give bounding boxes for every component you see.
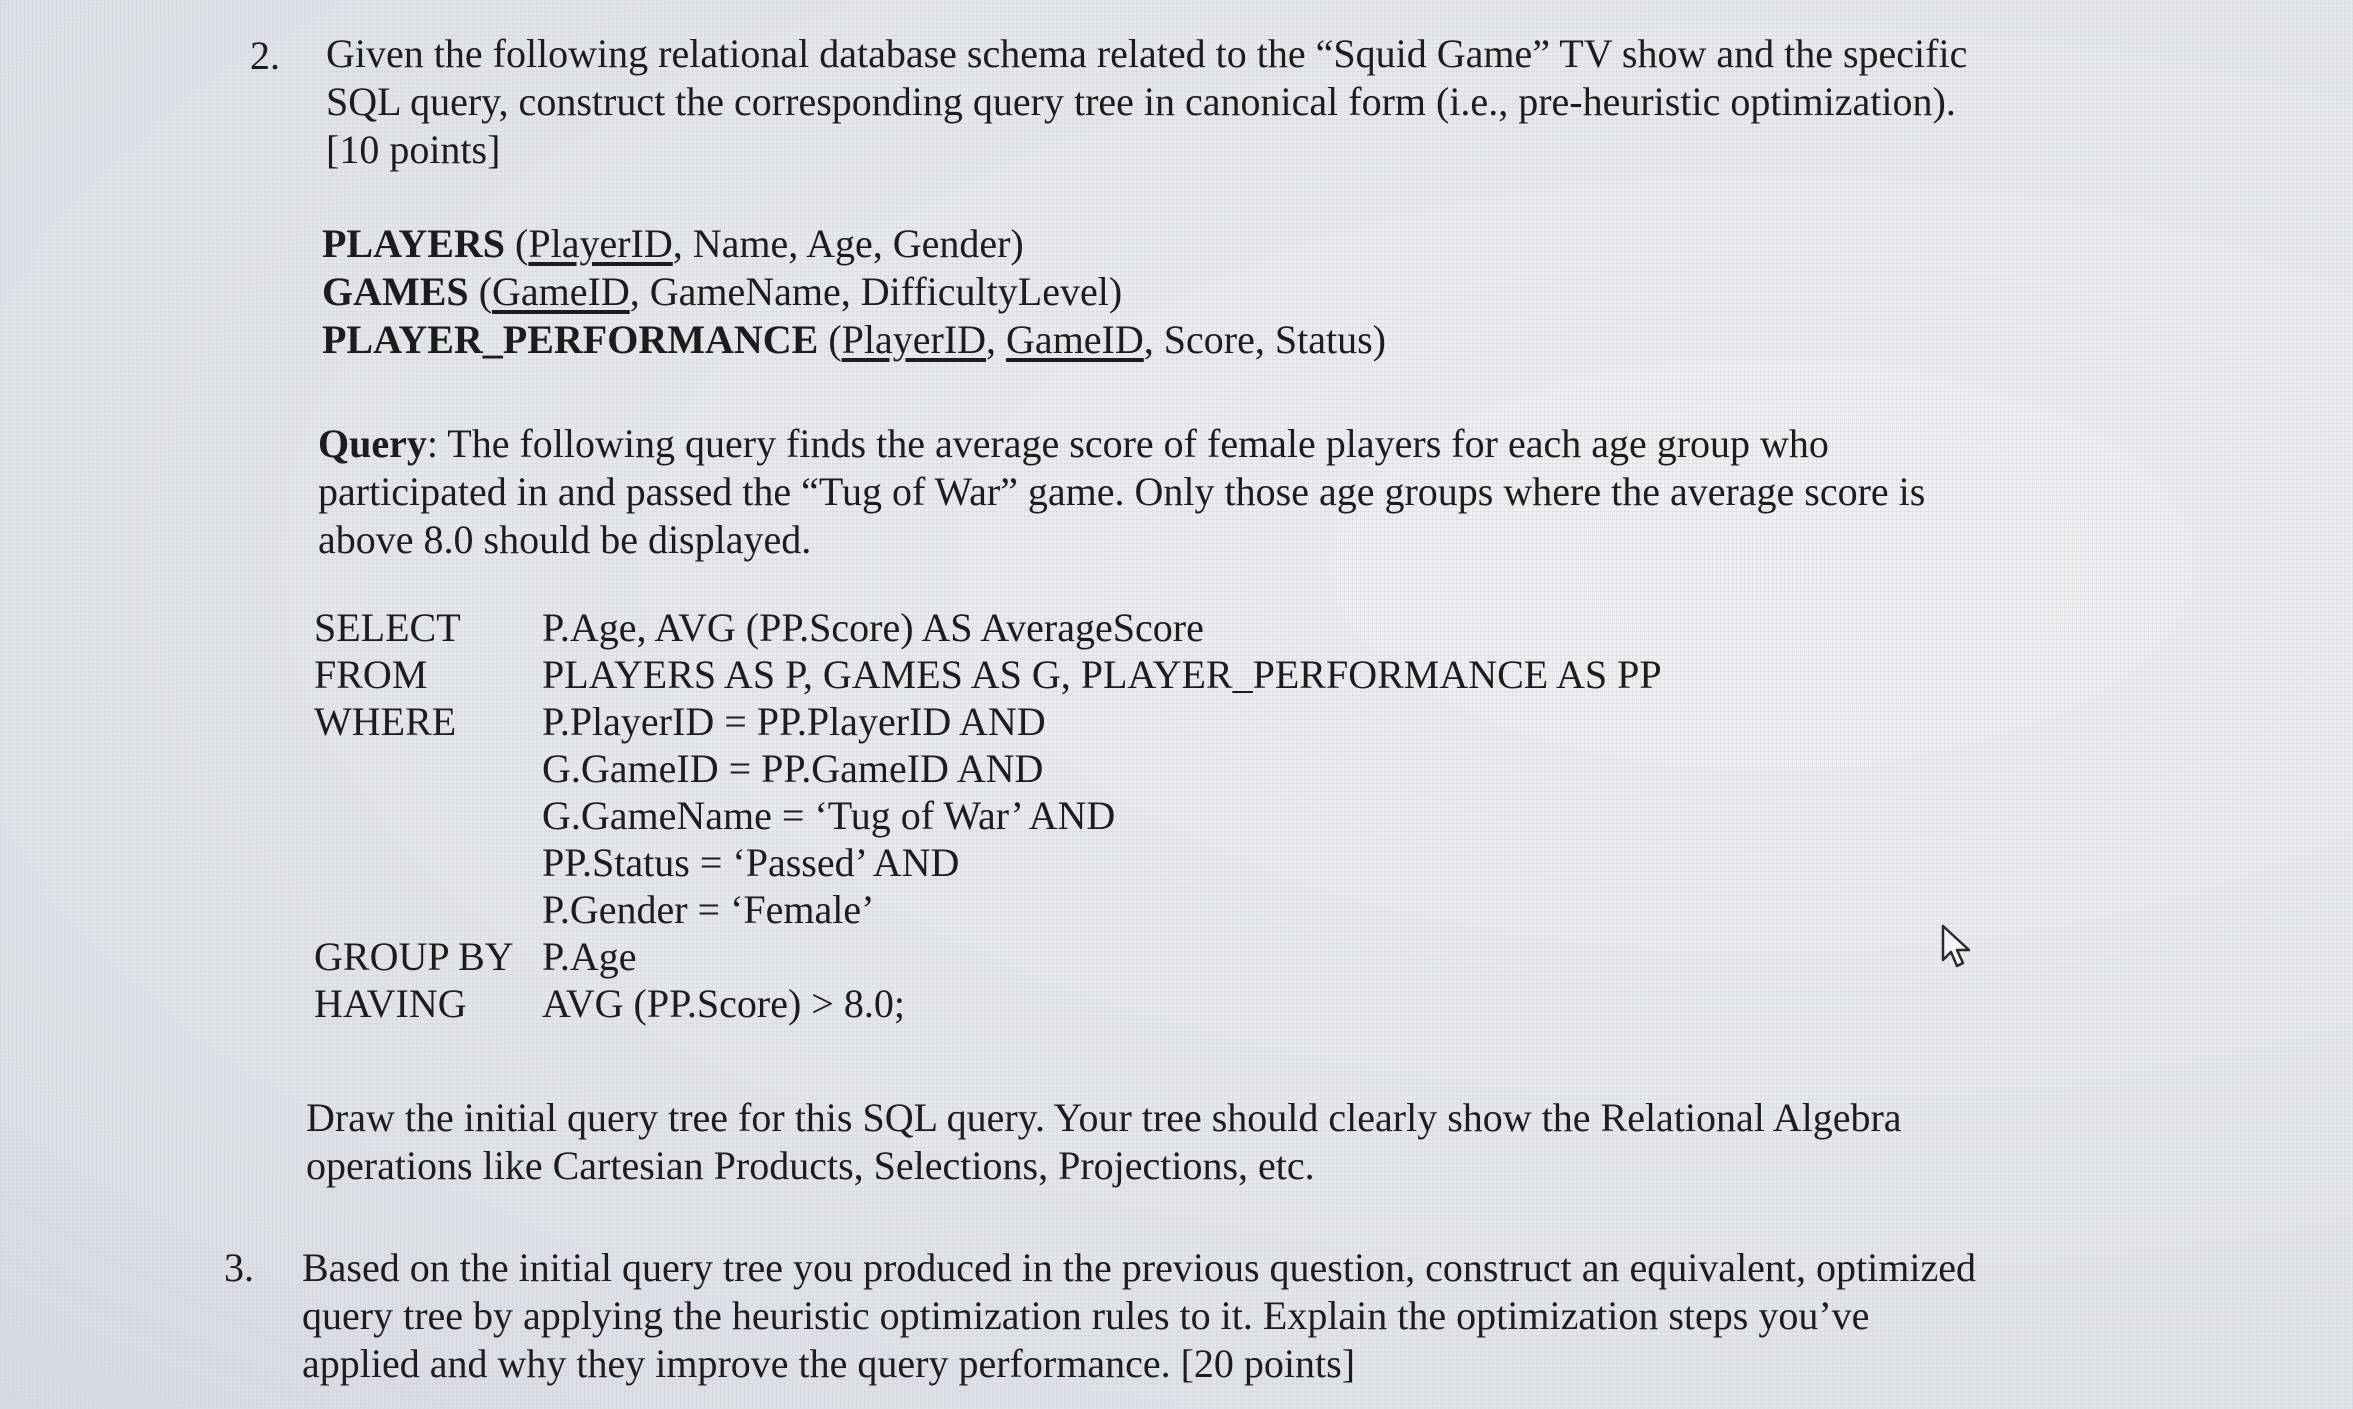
relational-schema: [322, 220, 1386, 364]
query-line: above 8.0 should be displayed.: [318, 517, 812, 562]
schema-players: [322, 220, 1386, 268]
table-name: GAMES: [322, 269, 469, 314]
question-2-intro: [326, 30, 2056, 174]
table-name: PLAYERS: [322, 221, 506, 266]
comma: ,: [986, 317, 1007, 362]
primary-key: GameID: [492, 269, 630, 314]
sql-keyword: FROM: [314, 652, 428, 697]
sql-clause: G.GameName = ‘Tug of War’ AND: [542, 793, 1116, 838]
attributes: , Name, Age, Gender): [672, 221, 1024, 266]
sql-clause: AVG (PP.Score) > 8.0;: [542, 981, 905, 1026]
sql-keyword: [314, 745, 542, 792]
sql-keyword: GROUP BY: [314, 934, 514, 979]
sql-row: [314, 745, 1662, 792]
sql-clause: G.GameID = PP.GameID AND: [542, 746, 1044, 791]
paren: (: [818, 317, 842, 362]
schema-player-performance: [322, 316, 1386, 364]
q3-line: Based on the initial query tree you produced in the previous question, construct an equivalent, optimized: [302, 1245, 1977, 1290]
query-description: [318, 420, 2062, 564]
sql-clause: PP.Status = ‘Passed’ AND: [542, 840, 960, 885]
primary-key: GameID: [1006, 317, 1144, 362]
primary-key: PlayerID: [841, 317, 987, 362]
question-3-text: [302, 1244, 2058, 1388]
question-3-number: 3.: [224, 1245, 254, 1290]
sql-keyword: [314, 839, 542, 886]
intro-line: SQL query, construct the corresponding query tree in canonical form (i.e., pre-heuristic optimization).: [326, 79, 1956, 124]
attributes: , GameName, DifficultyLevel): [629, 269, 1123, 314]
draw-line: operations like Cartesian Products, Selections, Projections, etc.: [306, 1143, 1315, 1188]
mouse-pointer-icon: [1940, 924, 1974, 970]
sql-clause: P.PlayerID = PP.PlayerID AND: [542, 699, 1046, 744]
attributes: , Score, Status): [1143, 317, 1386, 362]
sql-row: [314, 933, 1662, 980]
draw-line: Draw the initial query tree for this SQL query. Your tree should clearly show the Relational Algebra: [306, 1095, 1902, 1140]
sql-keyword: SELECT: [314, 605, 461, 650]
sql-row: [314, 651, 1662, 698]
sql-row: [314, 792, 1662, 839]
sql-query: [314, 604, 1662, 1027]
sql-clause: P.Gender = ‘Female’: [542, 887, 875, 932]
primary-key: PlayerID: [528, 221, 673, 266]
sql-row: [314, 980, 1662, 1027]
sql-row: [314, 604, 1662, 651]
sql-row: [314, 698, 1662, 745]
sql-clause: P.Age: [542, 934, 637, 979]
query-line: [318, 420, 2062, 468]
sql-row: [314, 886, 1662, 933]
intro-line: Given the following relational database schema related to the “Squid Game” TV show and the specific: [326, 31, 1968, 76]
sql-keyword: [314, 792, 542, 839]
q3-line: applied and why they improve the query performance. [20 points]: [302, 1341, 1356, 1386]
query-text: : The following query finds the average score of female players for each age group who: [426, 421, 1829, 466]
sql-keyword: [314, 886, 542, 933]
query-line: participated in and passed the “Tug of War” game. Only those age groups where the average score is: [318, 469, 1926, 514]
sql-clause: PLAYERS AS P, GAMES AS G, PLAYER_PERFORMANCE AS PP: [542, 652, 1662, 697]
intro-line: [10 points]: [326, 127, 501, 172]
sql-keyword: HAVING: [314, 981, 467, 1026]
question-2-number: 2.: [250, 33, 280, 78]
paren: (: [505, 221, 529, 266]
schema-games: [322, 268, 1386, 316]
sql-row: [314, 839, 1662, 886]
query-label: Query: [318, 421, 427, 466]
draw-instructions: [306, 1094, 2058, 1190]
sql-clause: P.Age, AVG (PP.Score) AS AverageScore: [542, 605, 1204, 650]
paren: (: [468, 269, 493, 314]
q3-line: query tree by applying the heuristic optimization rules to it. Explain the optimization steps you’ve: [302, 1293, 1870, 1338]
table-name: PLAYER_PERFORMANCE: [322, 317, 819, 362]
sql-keyword: WHERE: [314, 699, 457, 744]
